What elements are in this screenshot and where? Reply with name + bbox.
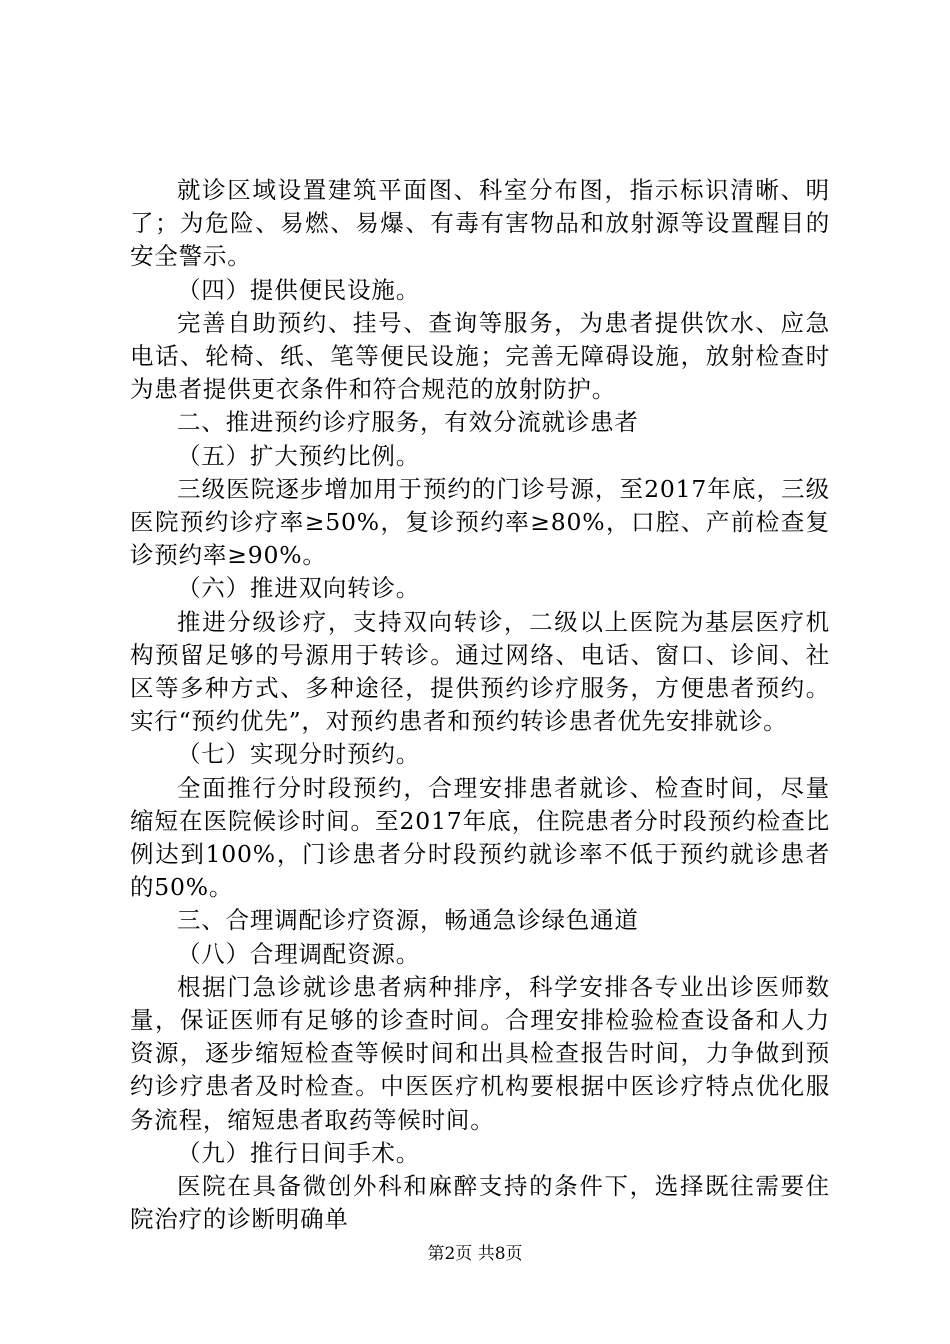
heading-day-surgery: （九）推行日间手术。 <box>177 1138 420 1167</box>
heading-expand-appointments: （五）扩大预约比例。 <box>177 441 420 470</box>
section-heading-resources: 三、合理调配诊疗资源，畅通急诊绿色通道 <box>177 906 639 935</box>
paragraph-allocate-resources: 根据门急诊就诊患者病种排序，科学安排各专业出诊医师数量，保证医师有足够的诊查时间。合理安排检验检查设备和人力资源，逐步缩短检查等候时间和出具检查报告时间，力争做到预约诊疗患者及时检查。中医医疗机构要根据中医诊疗特点优化服务流程，缩短患者取药等候时间。 <box>130 972 830 1134</box>
heading-two-way-referral: （六）推进双向转诊。 <box>177 574 420 603</box>
paragraph-two-way-referral: 推进分级诊疗，支持双向转诊，二级以上医院为基层医疗机构预留足够的号源用于转诊。通过网络、电话、窗口、诊间、社区等多种方式、多种途径，提供预约诊疗服务，方便患者预约。实行“预约优先”，对预约患者和预约转诊患者优先安排就诊。 <box>130 607 830 736</box>
section-heading-appointments: 二、推进预约诊疗服务，有效分流就诊患者 <box>177 408 639 437</box>
document-body <box>130 174 830 1237</box>
paragraph-convenience-facilities: 完善自助预约、挂号、查询等服务，为患者提供饮水、应急电话、轮椅、纸、笔等便民设施；完善无障碍设施，放射检查时为患者提供更衣条件和符合规范的放射防护。 <box>130 308 830 404</box>
heading-timed-appointments: （七）实现分时预约。 <box>177 740 420 769</box>
paragraph-wayfinding: 就诊区域设置建筑平面图、科室分布图，指示标识清晰、明了；为危险、易燃、易爆、有毒有害物品和放射源等设置醒目的安全警示。 <box>130 176 830 271</box>
heading-allocate-resources: （八）合理调配资源。 <box>177 939 420 968</box>
paragraph-expand-appointments: 三级医院逐步增加用于预约的门诊号源，至2017年底，三级医院预约诊疗率≥50%，复诊预约率≥80%，口腔、产前检查复诊预约率≥90%。 <box>130 474 830 570</box>
paragraph-timed-appointments: 全面推行分时段预约，合理安排患者就诊、检查时间，尽量缩短在医院候诊时间。至2017年底，住院患者分时段预约检查比例达到100%，门诊患者分时段预约就诊率不低于预约就诊患者的50%。 <box>130 773 830 902</box>
paragraph-day-surgery: 医院在具备微创外科和麻醉支持的条件下，选择既往需要住院治疗的诊断明确单 <box>130 1172 830 1234</box>
heading-convenience-facilities: （四）提供便民设施。 <box>177 275 420 304</box>
page-footer: 第2页 共8页 <box>427 1244 523 1264</box>
